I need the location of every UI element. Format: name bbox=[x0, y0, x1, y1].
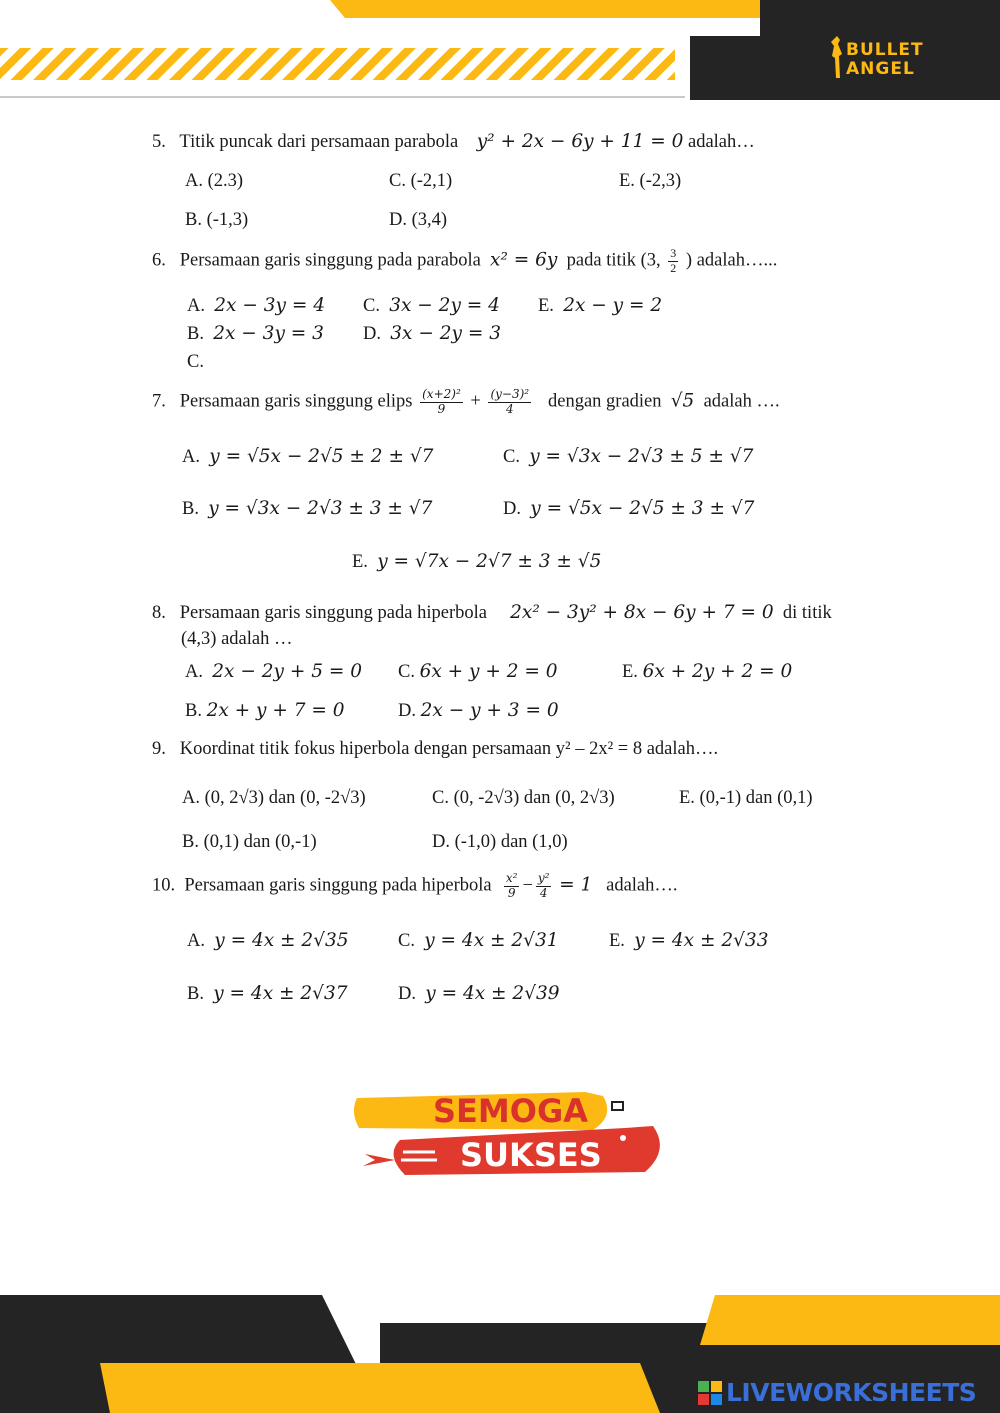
option-value: y = √3x − 2√3 ± 3 ± √7 bbox=[208, 498, 433, 519]
q6-option-d[interactable] bbox=[363, 323, 501, 345]
option-value: y = √7x − 2√7 ± 3 ± √5 bbox=[377, 551, 602, 572]
fraction-denominator: 4 bbox=[539, 885, 548, 900]
q7-option-b[interactable] bbox=[182, 498, 432, 520]
question-number: 10. bbox=[152, 875, 176, 896]
q6-option-c[interactable] bbox=[363, 295, 500, 317]
banner-line2: SUKSES bbox=[460, 1136, 602, 1174]
option-value: y = √5x − 2√5 ± 3 ± √7 bbox=[530, 498, 755, 519]
question-equation: 2x² − 3y² + 8x − 6y + 7 = 0 bbox=[510, 602, 774, 623]
gradient-value: √5 bbox=[670, 390, 695, 412]
q5-option-a[interactable]: A. (2.3) bbox=[185, 171, 244, 191]
fraction-numerator: (y−3)² bbox=[490, 387, 530, 401]
angel-figure-icon bbox=[828, 34, 846, 80]
option-value: 2x − 3y = 4 bbox=[214, 295, 325, 316]
question-text: Koordinat titik fokus hiperbola dengan persamaan y² – 2x² = 8 adalah…. bbox=[179, 739, 719, 759]
question-number: 8. bbox=[152, 603, 166, 623]
q9-option-a[interactable]: A. (0, 2√3) dan (0, -2√3) bbox=[182, 788, 366, 808]
q10-option-e[interactable] bbox=[609, 930, 768, 952]
fraction-1 bbox=[504, 872, 520, 901]
q5-option-e[interactable]: E. (-2,3) bbox=[619, 171, 682, 191]
question-text-end: ) adalah…... bbox=[685, 250, 778, 271]
option-value: y = 4x ± 2√31 bbox=[424, 930, 559, 951]
option-value: 2x − 2y + 5 = 0 bbox=[212, 661, 363, 682]
question-number: 9. bbox=[152, 739, 166, 759]
option-label: C. bbox=[398, 662, 415, 682]
question-10 bbox=[152, 872, 678, 901]
q7-option-a[interactable] bbox=[182, 446, 433, 468]
q9-option-d[interactable]: D. (-1,0) dan (1,0) bbox=[432, 832, 568, 852]
question-text-end: di titik bbox=[782, 603, 832, 623]
q7-option-e[interactable] bbox=[352, 551, 601, 573]
q5-option-d[interactable]: D. (3,4) bbox=[389, 210, 448, 230]
logo-line1: BULLET bbox=[846, 40, 924, 60]
q7-option-c[interactable] bbox=[503, 446, 753, 468]
brand-logo bbox=[828, 34, 958, 84]
question-text: Persamaan garis singgung pada parabola bbox=[179, 250, 481, 271]
option-label: D. bbox=[363, 324, 381, 344]
q10-option-c[interactable] bbox=[398, 930, 559, 952]
fraction-denominator: 2 bbox=[670, 260, 677, 275]
q8-option-b[interactable] bbox=[185, 700, 345, 722]
question-text-end: adalah… bbox=[688, 132, 755, 152]
option-label: D. bbox=[398, 984, 416, 1004]
option-label: B. bbox=[187, 324, 204, 344]
question-9 bbox=[152, 738, 718, 760]
option-value: 2x + y + 7 = 0 bbox=[206, 700, 345, 721]
option-label: A. bbox=[185, 662, 203, 682]
fraction bbox=[668, 247, 678, 276]
option-label: C. bbox=[363, 296, 380, 316]
option-label: E. bbox=[609, 931, 625, 951]
equation-rest: = 1 bbox=[559, 874, 593, 896]
option-label: D. bbox=[398, 701, 416, 721]
option-label: E. bbox=[622, 662, 638, 682]
option-label: B. bbox=[187, 984, 204, 1004]
fraction-numerator: x² bbox=[505, 871, 518, 885]
question-text: Persamaan garis singgung pada hiperbola bbox=[179, 603, 487, 623]
question-equation: y² + 2x − 6y + 11 = 0 bbox=[476, 131, 684, 152]
question-text: Persamaan garis singgung pada hiperbola bbox=[184, 875, 492, 896]
option-label: D. bbox=[503, 499, 521, 519]
q6-option-e[interactable] bbox=[538, 295, 662, 317]
question-text: Persamaan garis singgung elips bbox=[179, 391, 413, 412]
question-6 bbox=[152, 247, 777, 276]
fraction-2 bbox=[536, 872, 552, 901]
question-7 bbox=[152, 388, 780, 417]
question-number: 6. bbox=[152, 250, 166, 271]
q8-option-d[interactable] bbox=[398, 700, 559, 722]
q10-option-d[interactable] bbox=[398, 983, 560, 1005]
option-label: A. bbox=[182, 447, 200, 467]
q9-option-c[interactable]: C. (0, -2√3) dan (0, 2√3) bbox=[432, 788, 615, 808]
q6-option-a[interactable] bbox=[187, 295, 325, 317]
option-value: 2x − y + 3 = 0 bbox=[420, 700, 559, 721]
fraction-denominator: 9 bbox=[507, 885, 516, 900]
question-8 bbox=[152, 602, 832, 624]
q8-option-a[interactable] bbox=[185, 661, 362, 683]
question-number: 5. bbox=[152, 132, 166, 152]
option-value: y = 4x ± 2√39 bbox=[425, 983, 560, 1004]
question-equation: x² = 6y bbox=[490, 249, 558, 271]
option-label: A. bbox=[187, 931, 205, 951]
option-label: E. bbox=[352, 552, 368, 572]
plus-sign: + bbox=[470, 391, 481, 412]
liveworksheets-text: LIVEWORKSHEETS bbox=[726, 1378, 977, 1407]
q6-option-b[interactable] bbox=[187, 323, 324, 345]
question-text-end: adalah …. bbox=[703, 391, 780, 412]
option-value: y = 4x ± 2√37 bbox=[213, 983, 348, 1004]
option-label: A. bbox=[187, 296, 205, 316]
option-value: 3x − 2y = 3 bbox=[390, 323, 501, 344]
fraction-denominator: 4 bbox=[505, 401, 514, 416]
fraction-numerator: y² bbox=[537, 871, 550, 885]
option-label: E. bbox=[538, 296, 554, 316]
option-value: y = √3x − 2√3 ± 5 ± √7 bbox=[529, 446, 754, 467]
question-number: 7. bbox=[152, 391, 166, 412]
option-value: 6x + 2y + 2 = 0 bbox=[642, 661, 793, 682]
minus-sign: − bbox=[522, 875, 533, 896]
option-value: 2x − 3y = 3 bbox=[213, 323, 324, 344]
banner-line1: SEMOGA bbox=[433, 1092, 588, 1130]
q7-option-d[interactable] bbox=[503, 498, 754, 520]
question-5 bbox=[152, 131, 755, 153]
question-8-line2: (4,3) adalah … bbox=[181, 629, 293, 649]
option-value: 2x − y = 2 bbox=[563, 295, 663, 316]
q8-option-c[interactable] bbox=[398, 661, 558, 683]
question-text-end: adalah…. bbox=[606, 875, 678, 896]
option-value: 6x + y + 2 = 0 bbox=[419, 661, 558, 682]
semoga-sukses-banner bbox=[345, 1070, 680, 1220]
question-text: Titik puncak dari persamaan parabola bbox=[179, 132, 459, 152]
option-label: B. bbox=[185, 701, 202, 721]
q6-option-c-extra[interactable]: C. bbox=[187, 352, 204, 372]
question-text-mid: pada titik (3, bbox=[566, 250, 661, 271]
fraction-1 bbox=[420, 388, 463, 417]
q5-option-b[interactable]: B. (-1,3) bbox=[185, 210, 249, 230]
liveworksheets-icon bbox=[698, 1381, 722, 1405]
q10-option-b[interactable] bbox=[187, 983, 348, 1005]
q5-option-c[interactable]: C. (-2,1) bbox=[389, 171, 453, 191]
question-text-mid: dengan gradien bbox=[547, 391, 662, 412]
option-value: y = 4x ± 2√35 bbox=[214, 930, 349, 951]
option-label: B. bbox=[182, 499, 199, 519]
option-value: 3x − 2y = 4 bbox=[389, 295, 500, 316]
fraction-2 bbox=[488, 388, 531, 417]
option-label: C. bbox=[398, 931, 415, 951]
q9-option-e[interactable]: E. (0,-1) dan (0,1) bbox=[679, 788, 813, 808]
q8-option-e[interactable] bbox=[622, 661, 792, 683]
fraction-numerator: (x+2)² bbox=[422, 387, 461, 401]
option-value: y = √5x − 2√5 ± 2 ± √7 bbox=[209, 446, 434, 467]
option-value: y = 4x ± 2√33 bbox=[634, 930, 769, 951]
q9-option-b[interactable]: B. (0,1) dan (0,-1) bbox=[182, 832, 317, 852]
logo-line2: ANGEL bbox=[846, 59, 915, 79]
fraction-denominator: 9 bbox=[437, 401, 446, 416]
fraction-numerator: 3 bbox=[670, 246, 677, 260]
option-label: C. bbox=[503, 447, 520, 467]
q10-option-a[interactable] bbox=[187, 930, 349, 952]
